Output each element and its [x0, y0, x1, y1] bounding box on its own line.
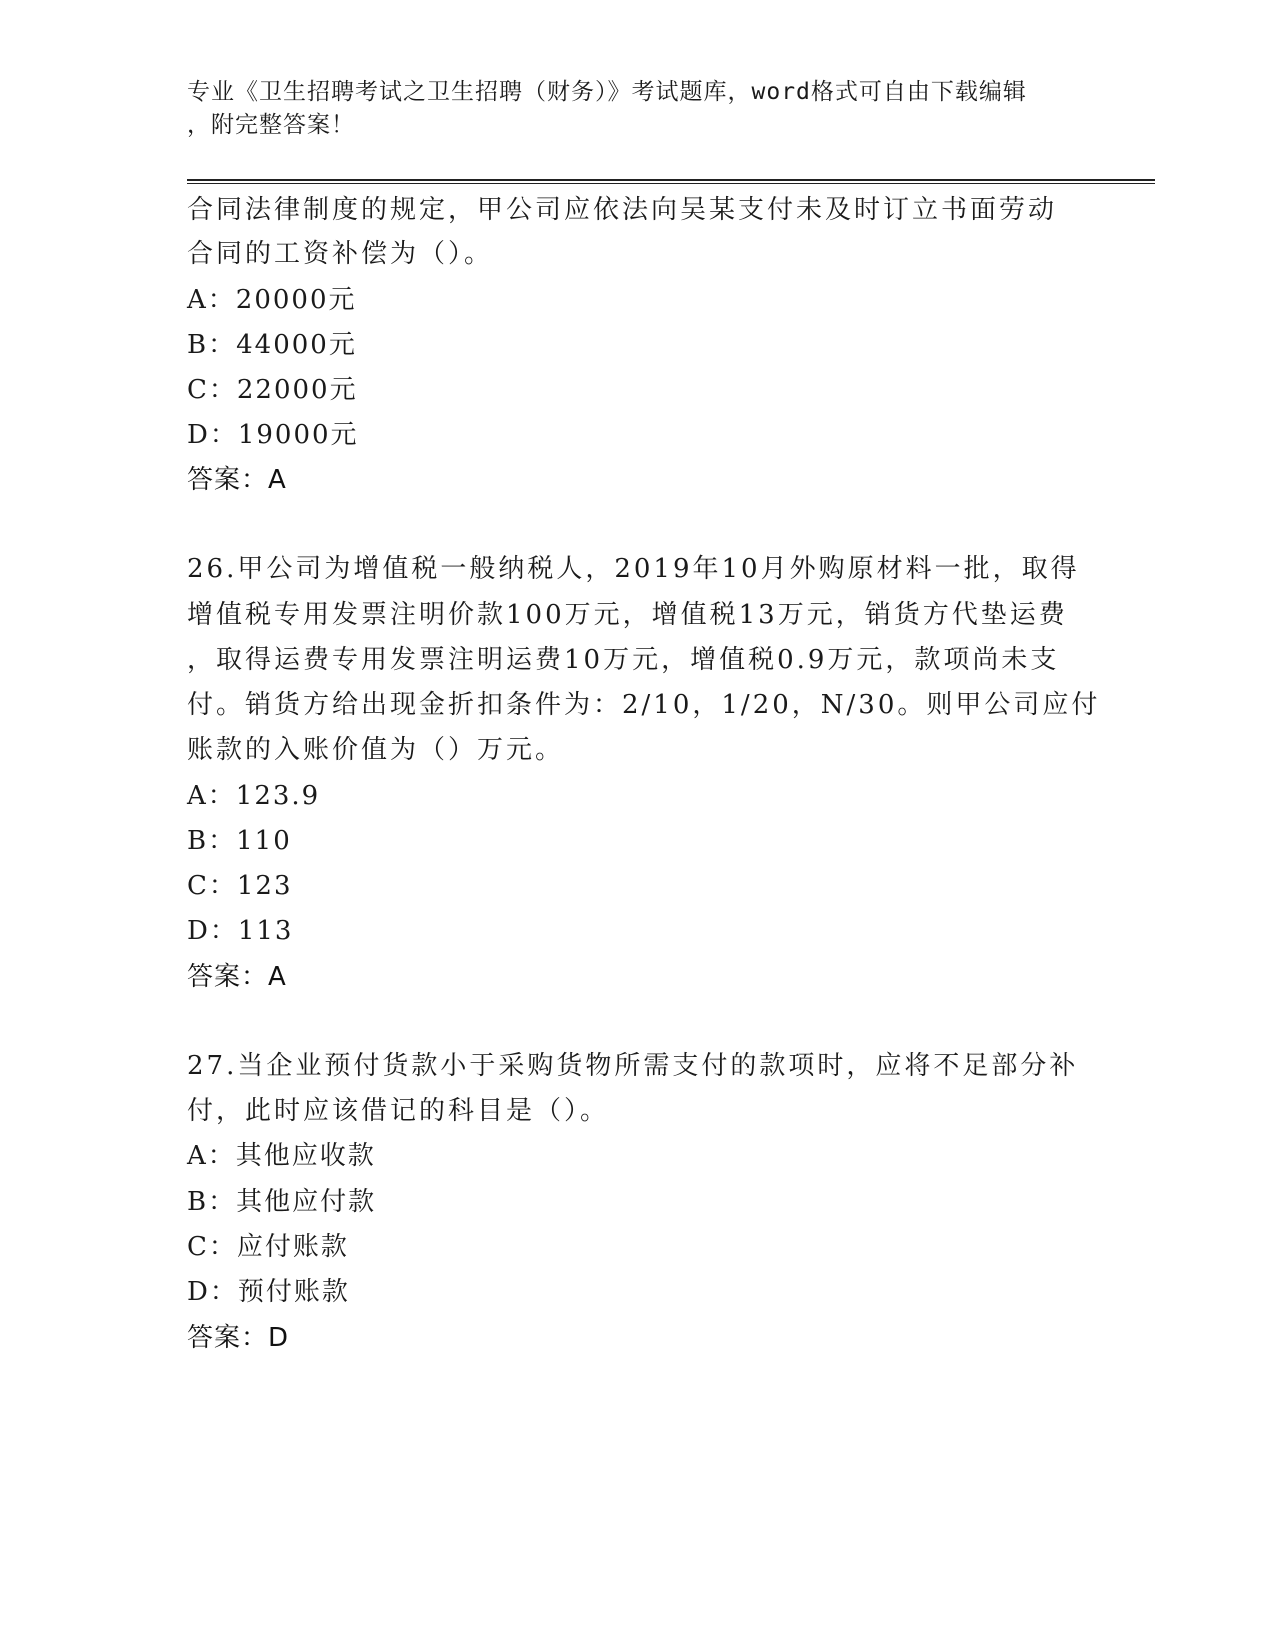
q26-option-c: C：123 [187, 871, 293, 901]
q26-stem-line-2: 增值税专用发票注明价款100万元，增值税13万元，销货方代垫运费 [187, 600, 1068, 630]
q25-option-c: C：22000元 [187, 375, 358, 405]
q26-option-a: A：123.9 [187, 781, 321, 811]
q26-stem-line-3: ，取得运费专用发票注明运费10万元，增值税0.9万元，款项尚未支 [187, 645, 1060, 675]
q26-option-b: B：110 [187, 826, 292, 856]
q25-option-a: A：20000元 [187, 285, 357, 315]
q25-stem-line-1: 合同法律制度的规定，甲公司应依法向吴某支付未及时订立书面劳动 [187, 195, 1058, 225]
document-header [187, 76, 1067, 142]
q27-stem-line-2: 付，此时应该借记的科目是（）。 [187, 1096, 610, 1126]
header-line-2: ，附完整答案！ [187, 112, 355, 138]
q26-answer: 答案：A [187, 962, 287, 992]
q27-option-c: C：应付账款 [187, 1232, 349, 1262]
q27-stem-line-1: 27.当企业预付货款小于采购货物所需支付的款项时，应将不足部分补 [187, 1051, 1079, 1081]
q25-option-d: D：19000元 [187, 420, 359, 450]
q27-option-b: B：其他应付款 [187, 1187, 377, 1217]
header-divider [187, 179, 1155, 184]
q26-stem-line-4: 付。销货方给出现金折扣条件为：2/10，1/20，N/30。则甲公司应付 [187, 690, 1101, 720]
q26-stem-line-1: 26.甲公司为增值税一般纳税人，2019年10月外购原材料一批，取得 [187, 554, 1080, 584]
q27-answer: 答案：D [187, 1323, 290, 1353]
q27-option-a: A：其他应收款 [187, 1141, 376, 1171]
q25-option-b: B：44000元 [187, 330, 357, 360]
q25-answer: 答案：A [187, 465, 287, 495]
q26-stem-line-5: 账款的入账价值为（）万元。 [187, 735, 565, 765]
header-line-1: 专业《卫生招聘考试之卫生招聘（财务）》考试题库，word格式可自由下载编辑 [187, 79, 1027, 105]
q27-option-d: D：预付账款 [187, 1277, 350, 1307]
q26-option-d: D：113 [187, 916, 294, 946]
q25-stem-line-2: 合同的工资补偿为（）。 [187, 239, 494, 269]
